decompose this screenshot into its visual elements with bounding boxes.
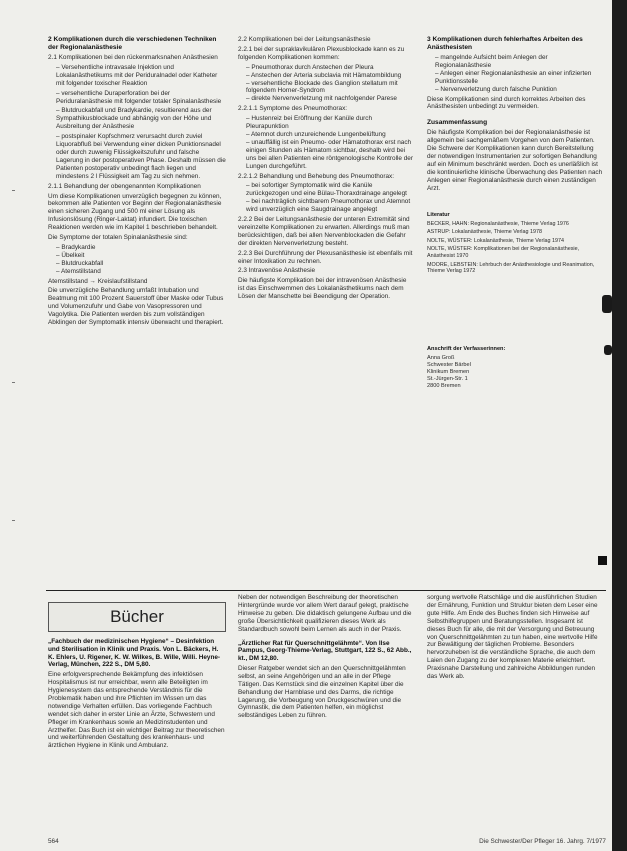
paragraph: 2.2.1.2 Behandlung und Behebung des Pneumothorax: (238, 172, 394, 180)
literature-item: NOLTE, WÜSTER: Lokalanästhesie, Thieme Verlag 1974 (427, 237, 565, 244)
page-number: 564 (48, 838, 59, 845)
journal-footer: Die Schwester/Der Pfleger 16. Jahrg. 7/1977 (479, 838, 606, 845)
paragraph: Die Symptome der totalen Spinalanästhesie sind: (48, 234, 188, 242)
paragraph: – postspinaler Kopfschmerz verursacht durch zuviel Liquorabfluß bei Verwendung einer dicken Punktionsnadel oder durch zuwenig Flüssigkeitszufuhr und falsche Lagerung in der postoperativen Phase. Deshalb müssen die Patienten postoperativ unbedingt flach liegen und mindestens 2 l Flüssigkeit am Tag zu sich nehmen. (56, 133, 226, 180)
paragraph: Die häufigste Komplikation bei der intravenösen Anästhesie ist das Einschwemmen des Lokalanästhetikums nach dem Lösen der Manschette bei Beendigung der Operation. (238, 277, 407, 301)
paragraph: 2.2.2 Bei der Leitungsanästhesie der unteren Extremität sind vereinzelte Komplikationen zu erwarten. Allerdings muß man berücksichtigen, daß bei allen Nervenblockaden die Gefahr der direkten Nervenverletzung besteht. (238, 216, 410, 247)
scan-shadow (604, 345, 612, 355)
paragraph: Die häufigste Komplikation bei der Regionalanästhesie ist allgemein bei sachgemäßem Vorgehen von dem Patienten. Die Schwere der Komplikationen kann durch Bereitstellung der notwendigen Instrumentarien zur sofortigen Behandlung auf ein Minimum beschränkt werden. Doch es unerläßlich ist die kontinuierliche klinische Überwachung des Patienten nach Anlegen einer Regionalanästhesie durch einen zuständigen Arzt. (427, 129, 603, 192)
paragraph: – Versehentliche intravasale Injektion und Lokalanästhetikums mit der Periduralnadel oder Katheter mit folgender toxischer Reaktion (56, 63, 218, 87)
paragraph: 2.1 Komplikationen bei den rückenmarksnahen Anästhesien (48, 54, 218, 61)
paragraph: 2.2.1.1 Symptome des Pneumothorax: (238, 105, 348, 113)
paragraph: – Blutdruckabfall und Bradykardie, resultierend aus der Sympathikusblockade und abhängig von der Höhe und Ausbreitung der Anästhesie (56, 107, 212, 131)
literature-item: MOORE, LEBSTEIN: Lehrbuch der Anästhesiologie und Reanimation, Thieme Verlag 1972 (427, 261, 595, 275)
paragraph: – Hustenreiz bei Eröffnung der Kanüle durch Pleurapunktion – Atemnot durch unzureichende Lungenbelüftung – unauffällig ist ein Pneumo- oder Hämatothorax erst nach einigen Stunden als Hämatom sichtbar, deshalb wird bei uns bei allen Patienten eine röntgenologische Kontrolle der Lungen durchgeführt. (246, 115, 413, 170)
paragraph: – versehentliche Duraperforation bei der Periduralanästhesie mit folgender totaler Spinalanästhesie (56, 89, 222, 105)
paragraph: 2.1.1 Behandlung der obengenannten Komplikationen (48, 182, 201, 190)
paragraph: 2.2 Komplikationen bei der Leitungsanästhesie (238, 36, 371, 43)
review-title: „Fachbuch der medizinischen Hygiene“ – Desinfektion und Sterilisation in Klinik und Praxis. Von L. Bäckers, H. K. Ehlers, U. Rigener, K. W. Wilkes, B. Wille, Willi. Heyne-Verlag, München, 222 S., DM 5,80. (48, 638, 221, 669)
section-heading: 2 Komplikationen durch die verschiedenen Techniken der Regionalanästhesie (48, 36, 217, 51)
article-column-2 (238, 36, 414, 584)
paragraph: Um diese Komplikationen unverzüglich begegnen zu können, bekommen alle Patienten vor Beginn der Regionalanästhesie einen sicheren Zugang und 500 ml einer Lösung als Infusionslösung (Ringer-Laktat) infundiert. Die toxischen Reaktionen werden wie im Kapitel 1 beschrieben behandelt. (48, 192, 222, 232)
paragraph: Atemstillstand → Kreislaufstillstand (48, 277, 148, 285)
literature-item: NOLTE, WÜSTER: Komplikationen bei der Regionalanästhesie, Anästhesist 1970 (427, 246, 580, 259)
margin-tick (12, 520, 15, 521)
review-column-2 (238, 594, 414, 833)
paragraph: Die unverzügliche Behandlung umfaßt Intubation und Beatmung mit 100 Prozent Sauerstoff über Maske oder Tubus und Volumenzufuhr und Gabe von Vasopressoren und Vagolytika. Die Patienten werden bis zum vollständigen Abklingen der Symptomatik intensiv überwacht und therapiert. (48, 287, 224, 327)
paragraph: 2.3 Intravenöse Anästhesie (238, 267, 316, 275)
review-column-1 (48, 638, 226, 833)
article-column-3 (427, 36, 603, 584)
paragraph: – mangelnde Aufsicht beim Anlegen der Regionalanästhesie – Anlegen einer Regionalanästhesie an einer infizierten Punktionsstelle – Nervenverletzung durch falsche Punktion (435, 54, 592, 93)
symptom-list: – Bradykardie – Übelkeit – Blutdruckabfall – Atemstillstand (56, 243, 104, 275)
end-mark (598, 556, 607, 565)
paragraph: – bei sofortiger Symptomatik wird die Kanüle zurückgezogen und eine Bülau-Thoraxdrainage angelegt – bei nachträglich sichtbarem Pneumothorax und Atemnot wird unverzüglich eine Saugdrainage angelegt (246, 182, 411, 214)
literature-item: ASTRUP: Lokalanästhesie, Thieme Verlag 1978 (427, 229, 542, 236)
literature-list (427, 221, 603, 275)
books-banner: Bücher (48, 602, 226, 632)
review-column-3 (427, 594, 603, 833)
paragraph: – Pneumothorax durch Anstechen der Pleura – Anstechen der Arteria subclavia mit Hämatombildung – versehentliche Blockade des Ganglion stellatum mit folgendem Horner-Syndrom – direkte Nervenverletzung mit nachfolgender Parese (246, 63, 402, 103)
article-column-1 (48, 36, 226, 584)
author-address: Anna Groß Schwester Bärbel Klinikum Bremen St.-Jürgen-Str. 1 2800 Bremen (427, 354, 471, 389)
review-body: Eine erfolgversprechende Bekämpfung des infektiösen Hospitalismus ist nur erreichbar, wenn alle Beteiligten im Hygienesystem das entsprechende Verständnis für die Problematik haben und ihre Pflichten im Wissen um das notwendige Verhalten erfüllen. Das vorliegende Fachbuch wendet sich daher in erster Linie an Ärzte, Schwestern und Pfleger im Krankenhaus sowie an Medizinstudenten und Arzthelfer. Das Buch ist ein wichtiger Beitrag zur theoretischen und weiterführenden Gestaltung des krankenhaus- und ärztlichen Hygiene in Klinik und Ambulanz. (48, 671, 225, 750)
summary-heading: Zusammenfassung (427, 119, 488, 127)
section-heading: 3 Komplikationen durch fehlerhaftes Arbeiten des Anästhesisten (427, 36, 583, 51)
paragraph: Diese Komplikationen sind durch korrektes Arbeiten des Anästhesisten unbedingt zu vermeiden. (427, 95, 586, 111)
scan-edge (612, 0, 627, 851)
review-body: Neben der notwendigen Beschreibung der theoretischen Hintergründe wurde vor allem Wert darauf gelegt, praktische Hinweise zu geben. Die didaktisch gelungene Aufbau und die große Übersichtlichkeit qualifizieren dieses Werk als Standardbuch sowohl beim Lernen als auch in der Praxis. (238, 594, 412, 633)
scan-shadow (602, 295, 612, 313)
section-divider (46, 590, 606, 591)
literature-item: BECKER, HAHN: Regionalanästhesie, Thieme Verlag 1976 (427, 220, 569, 227)
margin-tick (12, 382, 15, 383)
paragraph: 2.2.1 bei der supraklavikulären Plexusblockade kann es zu folgenden Komplikationen kommen: (238, 45, 405, 61)
review-body: Dieser Ratgeber wendet sich an den Querschnittgelähmten selbst, an seine Angehörigen und an alle in der Pflege Tätigen. Das Kernstück sind die einzelnen Kapitel über die Behandlung der Harnblase und des Darms, die richtige Lagerung, die Vorbeugung von Druckgeschwüren und die Gymnastik, die dem Patienten helfen, ein möglichst selbständiges Leben zu führen. (238, 664, 406, 720)
literature-heading: Literatur (427, 211, 450, 218)
review-title: „Ärztlicher Rat für Querschnittgelähmte“. Von Ilse Pampus, Georg-Thieme-Verlag, Stuttgart, 122 S., 62 Abb., kt., DM 12,80. (238, 639, 412, 663)
address-heading: Anschrift der Verfasserinnen: (427, 345, 506, 352)
margin-tick (12, 190, 15, 191)
paragraph: 2.2.3 Bei Durchführung der Plexusanästhesie ist ebenfalls mit einer Intoxikation zu rechnen. (238, 249, 413, 265)
review-body: sorgung wertvolle Ratschläge und die ausführlichen Studien der Ernährung, Funktion und Struktur bieten dem Leser eine gute Hilfe. Am Ende des Buches finden sich Hinweise auf Selbsthilfegruppen und Beratungsstellen. Insgesamt ist dieses Buch für alle, die mit der Versorgung und Betreuung von Querschnittgelähmten zu tun haben, eine wertvolle Hilfe zur Bewältigung der täglichen Probleme. Besonders hervorzuheben ist die verständliche Sprache, die auch dem Laien den Zugang zu der komplexen Materie erleichtert. Praxisnahe Darstellung und zahlreiche Abbildungen runden das Werk ab. (427, 594, 598, 681)
